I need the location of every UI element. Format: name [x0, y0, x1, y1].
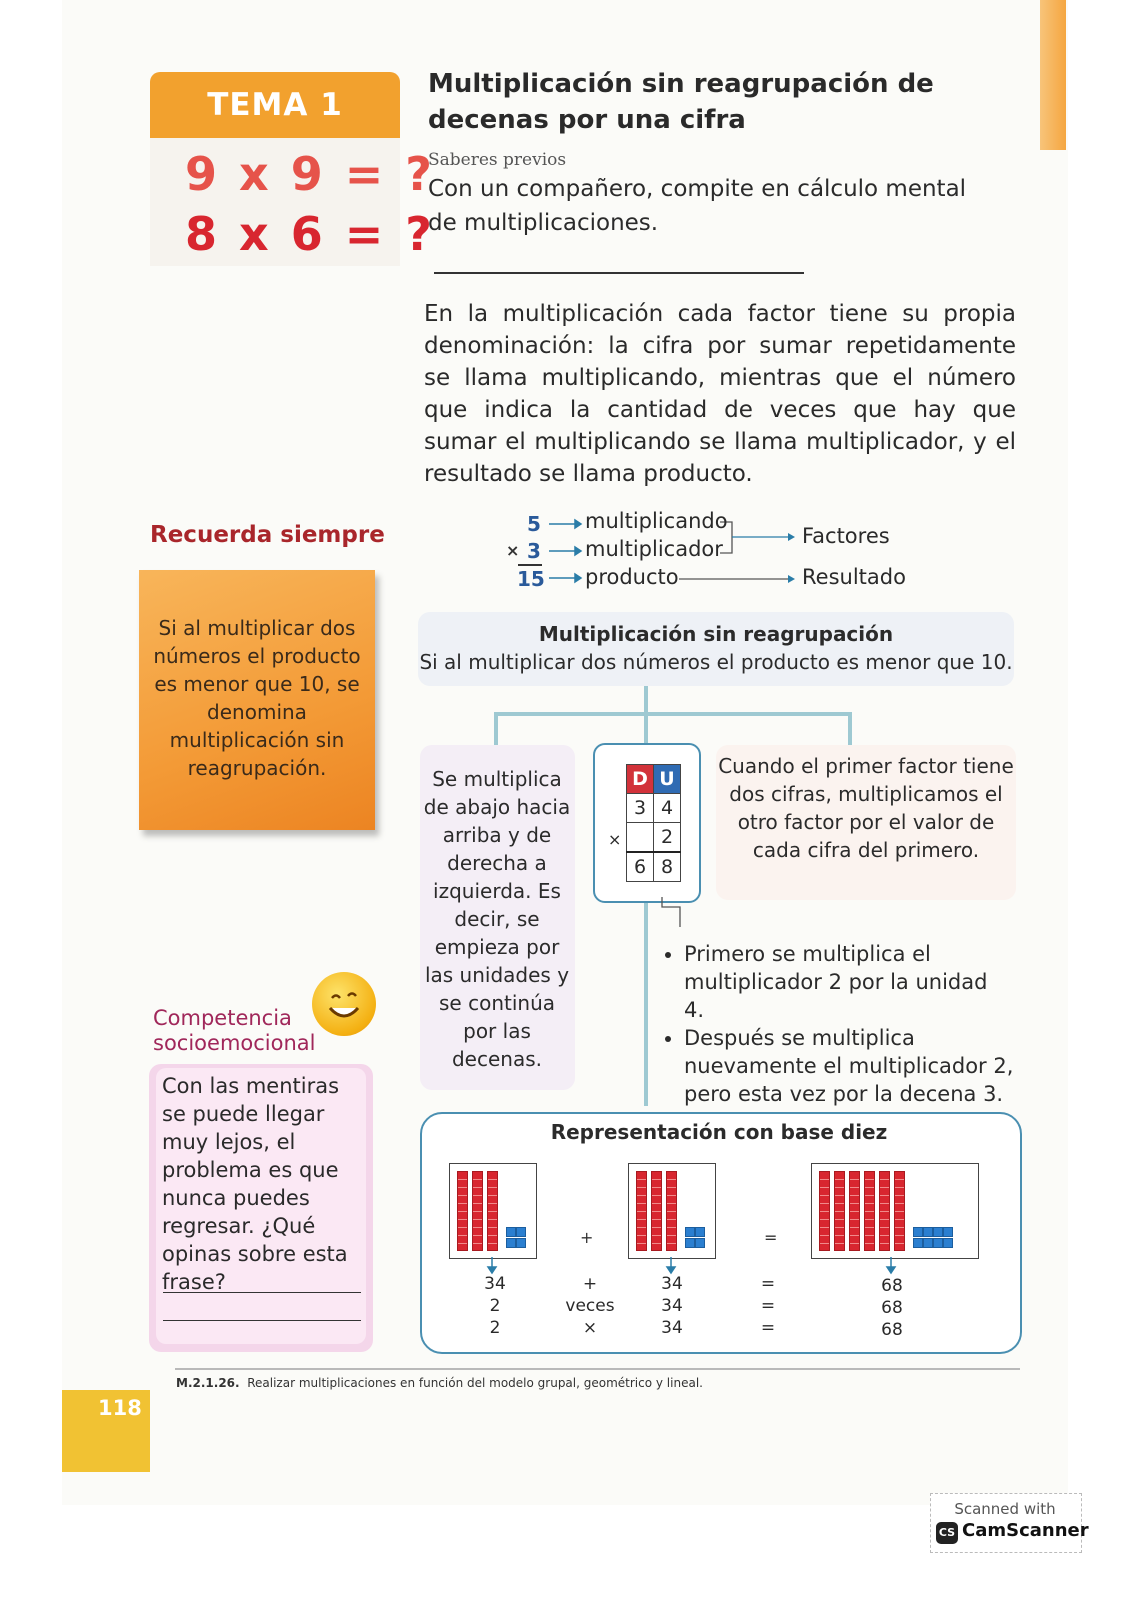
footer-rule [175, 1368, 1020, 1370]
ten-rod [487, 1171, 498, 1251]
ten-rod [457, 1171, 468, 1251]
operator-cell: = [760, 1318, 776, 1338]
page-edge-strip [1040, 0, 1066, 150]
operator-cell: + [582, 1274, 598, 1294]
number-cell: 34 [661, 1274, 683, 1294]
unit-cube [943, 1238, 953, 1248]
footer-code: M.2.1.26. [176, 1376, 240, 1390]
page-number: 118 [98, 1396, 142, 1420]
label-product: producto [585, 565, 679, 589]
unit-cube [506, 1227, 516, 1237]
right-explanation-text: Cuando el primer factor tiene dos cifras, multiplicamos el otro factor por el valor de cada cifra del primero. [718, 754, 1014, 862]
steps-list [664, 940, 1014, 1108]
watermark-scanned-with: Scanned with [954, 1500, 1056, 1518]
unit-cube [516, 1227, 526, 1237]
du-cell: 4 [654, 794, 681, 823]
numbers-col-eq [748, 1273, 788, 1339]
product-value: 15 [517, 567, 545, 591]
footer-note [176, 1376, 703, 1390]
du-bracket [660, 895, 690, 931]
number-cell: 68 [881, 1298, 903, 1318]
ten-rod [651, 1171, 662, 1251]
number-cell: 34 [484, 1274, 506, 1294]
number-cell: 34 [661, 1318, 683, 1338]
answer-line-2 [163, 1320, 361, 1321]
numbers-col-3 [872, 1275, 912, 1341]
competencia-title-line2: socioemocional [153, 1031, 316, 1055]
numbers-col-2 [652, 1273, 692, 1339]
watermark-app-name: CamScanner [962, 1520, 1089, 1541]
step-item: • Primero se multiplica el multiplicador 2 por la unidad 4. [684, 940, 1014, 1024]
competencia-title-line1: Competencia [153, 1006, 292, 1030]
du-times-sign: × [608, 830, 622, 849]
unit-cube [913, 1227, 923, 1237]
smiley-icon [312, 972, 376, 1036]
lesson-title: Multiplicación sin reagrupación de decenas por una cifra [428, 69, 934, 135]
concept-title: Multiplicación sin reagrupación [538, 622, 894, 646]
connector-horizontal [494, 712, 852, 716]
operator-cell: × [582, 1318, 598, 1338]
unit-cube [695, 1238, 705, 1248]
answer-line [434, 252, 804, 274]
footer-text: Realizar multiplicaciones en función del modelo grupal, geométrico y lineal. [247, 1376, 703, 1390]
number-cell: 2 [489, 1318, 501, 1338]
unit-cube [923, 1238, 933, 1248]
recuerda-text: Si al multiplicar dos números el producto es menor que 10, se denomina multiplicación sin reagrupación. [153, 616, 361, 780]
numbers-col-1 [475, 1273, 515, 1339]
answer-line-1 [163, 1292, 361, 1293]
connector-right-drop [848, 712, 852, 746]
unit-cube [943, 1227, 953, 1237]
ten-rod [834, 1171, 845, 1251]
times-sign: × [506, 541, 520, 560]
saberes-text [428, 172, 988, 274]
blocks-plus-sign: + [580, 1228, 594, 1247]
unit-cube [923, 1227, 933, 1237]
unit-cube [933, 1238, 943, 1248]
saberes-text-content: Con un compañero, compite en cálculo mental de multiplicaciones. [428, 176, 967, 236]
competencia-text: Con las mentiras se puede llegar muy lejos, el problema es que nunca puedes regresar. ¿Qué opinas sobre esta frase? [162, 1074, 348, 1294]
blocks-equals-sign: = [764, 1228, 778, 1247]
ten-rod [864, 1171, 875, 1251]
label-multiplicand: multiplicando [585, 509, 728, 533]
competencia-title [153, 1006, 315, 1056]
intro-paragraph: En la multiplicación cada factor tiene su propia denominación: la cifra por sumar repetidamente se llama multiplicando, mientras que el número que indica la cantidad de veces que hay que sumar el multiplicando se llama multiplicador, y el resultado se llama producto. [424, 301, 1016, 487]
number-cell: 68 [881, 1276, 903, 1296]
unit-cube [695, 1227, 705, 1237]
operator-cell: veces [565, 1296, 615, 1316]
du-cell: 6 [627, 852, 654, 882]
label-result: Resultado [802, 565, 906, 589]
unit-cube [685, 1227, 695, 1237]
number-cell: 34 [661, 1296, 683, 1316]
unit-cube [516, 1238, 526, 1248]
du-header-d: D [627, 765, 654, 794]
equation-2: 8 x 6 = ? [185, 207, 435, 261]
step-item: • Después se multiplica nuevamente el multiplicador 2, pero esta vez por la decena 3. [684, 1024, 1014, 1108]
unit-cube [933, 1227, 943, 1237]
connector-left-drop [494, 712, 498, 746]
du-cell [627, 823, 654, 853]
du-cell: 2 [654, 823, 681, 853]
numbers-col-mid [560, 1273, 620, 1339]
recuerda-title: Recuerda siempre [150, 522, 385, 548]
unit-cube [685, 1238, 695, 1248]
camscanner-logo-icon: CS [936, 1522, 958, 1544]
ten-rod [879, 1171, 890, 1251]
ten-rod [472, 1171, 483, 1251]
equation-1: 9 x 9 = ? [185, 147, 435, 201]
saberes-label: Saberes previos [428, 150, 567, 170]
ten-rod [849, 1171, 860, 1251]
operator-cell: = [760, 1274, 776, 1294]
product-rule [518, 564, 542, 566]
left-explanation-text: Se multiplica de abajo hacia arriba y de derecha a izquierda. Es decir, se empieza por las unidades y se continúa por las decenas. [423, 767, 571, 1071]
multiplier-value: 3 [527, 539, 541, 563]
number-cell: 68 [881, 1320, 903, 1340]
label-factors: Factores [802, 524, 890, 548]
du-cell: 3 [627, 794, 654, 823]
operator-cell: = [760, 1296, 776, 1316]
unit-cube [506, 1238, 516, 1248]
number-cell: 2 [489, 1296, 501, 1316]
du-cell: 8 [654, 852, 681, 882]
label-multiplier: multiplicador [585, 537, 723, 561]
ten-rod [819, 1171, 830, 1251]
base-ten-title: Representación con base diez [550, 1120, 888, 1144]
ten-rod [666, 1171, 677, 1251]
du-table [626, 764, 681, 882]
unit-cube [913, 1238, 923, 1248]
multiplicand-value: 5 [527, 512, 541, 536]
tema-label: TEMA 1 [150, 72, 400, 138]
concept-subtitle: Si al multiplicar dos números el producto es menor que 10. [419, 650, 1013, 674]
concept-box [418, 612, 1014, 686]
du-header-u: U [654, 765, 681, 794]
ten-rod [894, 1171, 905, 1251]
ten-rod [636, 1171, 647, 1251]
